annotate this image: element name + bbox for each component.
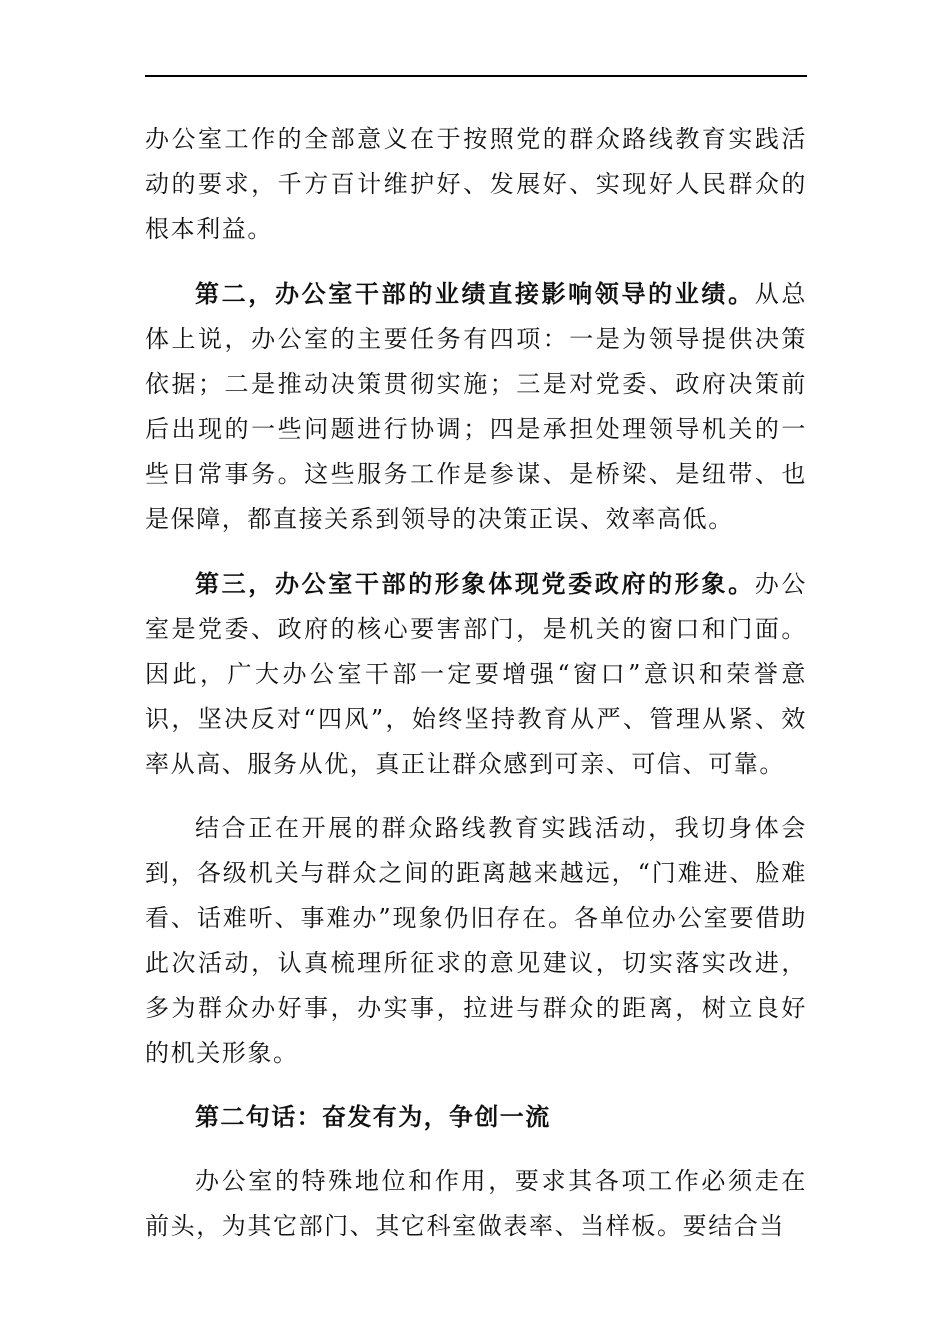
header-rule <box>145 75 807 77</box>
paragraph-1 <box>145 117 807 252</box>
paragraph-1-text: 办公室工作的全部意义在于按照党的群众路线教育实践活动的要求，千方百计维护好、发展好、实现好人民群众的根本利益。 <box>145 125 807 243</box>
final-paragraph: 办公室的特殊地位和作用，要求其各项工作必须走在前头，为其它部门、其它科室做表率、当样板。要结合当 <box>145 1167 807 1240</box>
section-heading: 第二句话：奋发有为，争创一流 <box>195 1103 551 1131</box>
paragraph-4 <box>145 806 807 1076</box>
paragraph-4-text: 结合正在开展的群众路线教育实践活动，我切身体会到，各级机关与群众之间的距离越来越远，“门难进、脸难看、话难听、事难办”现象仍旧存在。各单位办公室要借助此次活动，认真梳理所征求的意见建议，切实落实改进，多为群众办好事，办实事，拉进与群众的距离，树立良好的机关形象。 <box>145 814 807 1067</box>
paragraph-2-lead: 第二，办公室干部的业绩直接影响领导的业绩。 <box>195 279 755 308</box>
paragraph-2-text: 从总体上说，办公室的主要任务有四项：一是为领导提供决策依据；二是推动决策贯彻实施；三是对党委、政府决策前后出现的一些问题进行协调；四是承担处理领导机关的一些日常事务。这些服务工作是参谋、是桥梁、是纽带、也是保障，都直接关系到领导的决策正误、效率高低。 <box>145 280 807 533</box>
paragraph-2 <box>145 271 807 542</box>
paragraph-3 <box>145 561 807 787</box>
paragraph-3-text: 办公室是党委、政府的核心要害部门，是机关的窗口和门面。因此，广大办公室干部一定要增强“窗口”意识和荣誉意识，坚决反对“四风”，始终坚持教育从严、管理从紧、效率从高、服务从优，真正让群众感到可亲、可信、可靠。 <box>145 570 807 778</box>
paragraph-3-lead: 第三，办公室干部的形象体现党委政府的形象。 <box>195 569 755 598</box>
document-body <box>145 117 807 1268</box>
